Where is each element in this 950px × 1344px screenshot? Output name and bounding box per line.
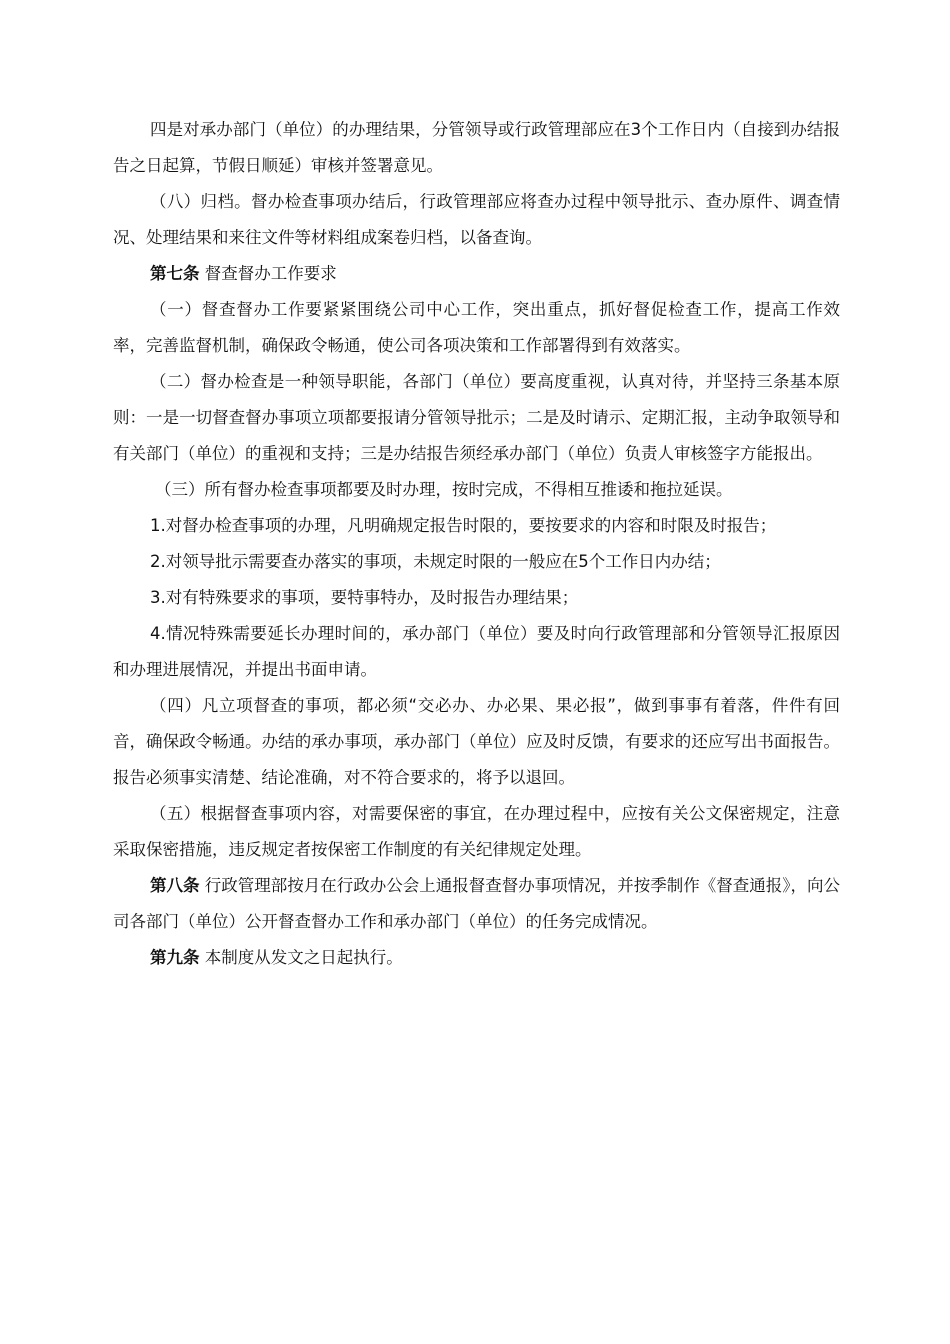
paragraph-requirement-1 [113, 292, 840, 364]
paragraph-item-8-archive [113, 184, 840, 256]
article-title: 督查督办工作要求 [199, 264, 337, 283]
list-item-2 [113, 544, 840, 580]
article-text: 本制度从发文之日起执行。 [199, 948, 403, 967]
paragraph-text: （四）凡立项督查的事项，都必须“交必办、办必果、果必报”，做到事事有着落，件件有回音，确保政令畅通。办结的承办事项，承办部门（单位）应及时反馈，有要求的还应写出书面报告。报告必须事实清楚、结论准确，对不符合要求的，将予以退回。 [113, 696, 840, 787]
list-item-text: 3.对有特殊要求的事项，要特事特办，及时报告办理结果； [150, 588, 579, 607]
paragraph-item-4-review [113, 112, 840, 184]
paragraph-text: （一）督查督办工作要紧紧围绕公司中心工作，突出重点，抓好督促检查工作，提高工作效率，完善监督机制，确保政令畅通，使公司各项决策和工作部署得到有效落实。 [113, 300, 840, 355]
list-item-4 [113, 616, 840, 688]
article-number: 第九条 [150, 948, 200, 967]
list-item-1 [113, 508, 840, 544]
article-7-heading [113, 256, 840, 292]
article-9 [113, 940, 840, 976]
list-item-text: 2.对领导批示需要查办落实的事项，未规定时限的一般应在5个工作日内办结； [150, 552, 721, 571]
paragraph-requirement-4 [113, 688, 840, 796]
paragraph-text: （二）督办检查是一种领导职能，各部门（单位）要高度重视，认真对待，并坚持三条基本原则：一是一切督查督办事项立项都要报请分管领导批示；二是及时请示、定期汇报，主动争取领导和有关部门（单位）的重视和支持；三是办结报告须经承办部门（单位）负责人审核签字方能报出。 [113, 372, 840, 463]
article-8 [113, 868, 840, 940]
article-text: 行政管理部按月在行政办公会上通报督查督办事项情况，并按季制作《督查通报》，向公司各部门（单位）公开督查督办工作和承办部门（单位）的任务完成情况。 [113, 876, 840, 931]
paragraph-requirement-2 [113, 364, 840, 472]
paragraph-text: （八）归档。督办检查事项办结后，行政管理部应将查办过程中领导批示、查办原件、调查情况、处理结果和来往文件等材料组成案卷归档，以备查询。 [113, 192, 840, 247]
paragraph-requirement-5 [113, 796, 840, 868]
article-number: 第七条 [150, 264, 200, 283]
list-item-3 [113, 580, 840, 616]
article-number: 第八条 [150, 876, 200, 895]
paragraph-requirement-3 [113, 472, 840, 508]
paragraph-text: （三）所有督办检查事项都要及时办理，按时完成，不得相互推诿和拖拉延误。 [155, 480, 733, 499]
list-item-text: 1.对督办检查事项的办理，凡明确规定报告时限的，要按要求的内容和时限及时报告； [150, 516, 777, 535]
document-body [113, 112, 840, 976]
list-item-text: 4.情况特殊需要延长办理时间的，承办部门（单位）要及时向行政管理部和分管领导汇报原因和办理进展情况，并提出书面申请。 [113, 624, 840, 679]
paragraph-text: （五）根据督查事项内容，对需要保密的事宜，在办理过程中，应按有关公文保密规定，注意采取保密措施，违反规定者按保密工作制度的有关纪律规定处理。 [113, 804, 840, 859]
paragraph-text: 四是对承办部门（单位）的办理结果，分管领导或行政管理部应在3个工作日内（自接到办结报告之日起算，节假日顺延）审核并签署意见。 [113, 120, 840, 175]
